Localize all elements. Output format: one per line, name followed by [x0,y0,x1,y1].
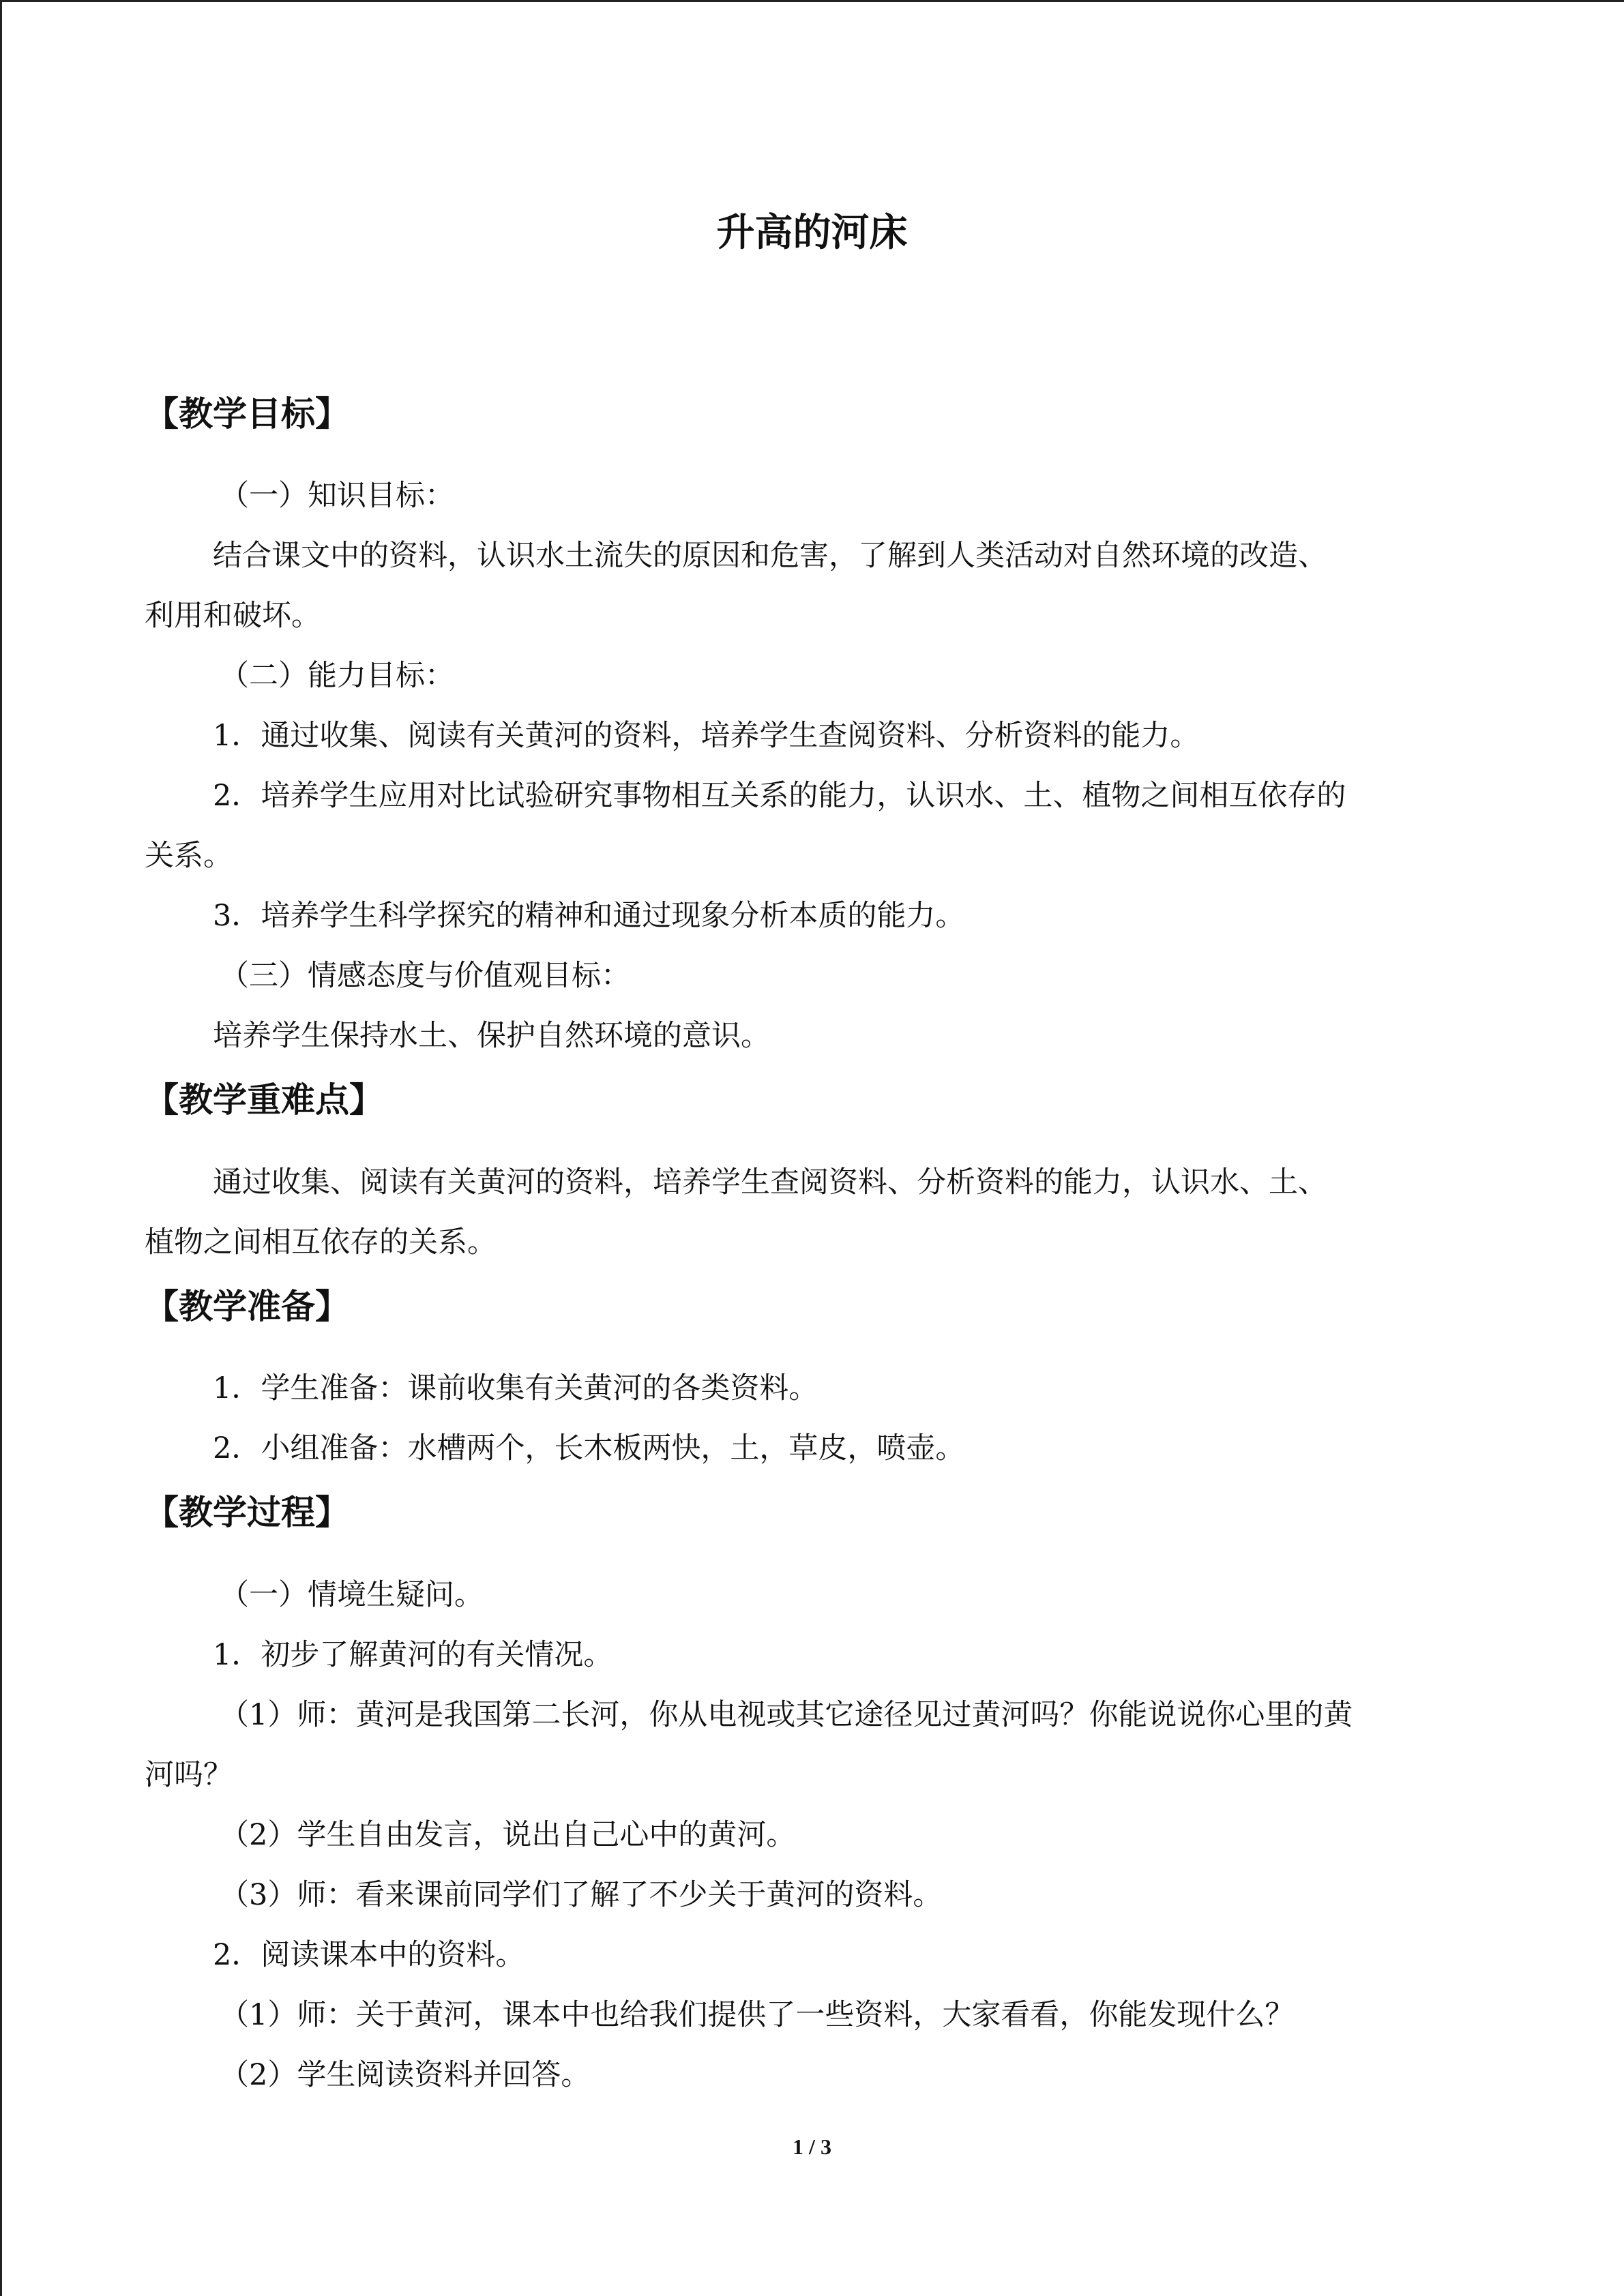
paragraph: 关系。 [145,839,233,873]
paragraph: 2．小组准备：水槽两个，长木板两快，土，草皮，喷壶。 [213,1431,965,1465]
paragraph: 1．通过收集、阅读有关黄河的资料，培养学生查阅资料、分析资料的能力。 [213,719,1200,753]
section-heading-key-points: 【教学重难点】 [145,1080,383,1120]
paragraph: （一）情境生疑问。 [220,1578,484,1612]
paragraph: 2．阅读课本中的资料。 [213,1938,525,1972]
paragraph: （2）学生自由发言，说出自己心中的黄河。 [220,1818,796,1852]
paragraph: （1）师：关于黄河，课本中也给我们提供了一些资料，大家看看，你能发现什么？ [220,1998,1295,2032]
section-heading-process: 【教学过程】 [145,1493,349,1532]
paragraph: 3．培养学生科学探究的精神和通过现象分析本质的能力。 [213,899,965,933]
paragraph: 植物之间相互依存的关系。 [145,1225,497,1259]
top-border [0,0,1624,2]
paragraph: （二）能力目标： [220,659,454,693]
paragraph: 河吗？ [145,1758,233,1792]
page-number: 1 / 3 [793,2134,831,2159]
section-heading-objectives: 【教学目标】 [145,394,349,434]
page-title: 升高的河床 [716,211,908,255]
paragraph: 通过收集、阅读有关黄河的资料，培养学生查阅资料、分析资料的能力，认识水、土、 [213,1165,1327,1199]
paragraph: 2．培养学生应用对比试验研究事物相互关系的能力，认识水、土、植物之间相互依存的 [213,779,1346,813]
paragraph: （2）学生阅读资料并回答。 [220,2058,591,2092]
paragraph: 1．初步了解黄河的有关情况。 [213,1638,613,1672]
left-border [0,0,2,2296]
paragraph: 1．学生准备：课前收集有关黄河的各类资料。 [213,1371,818,1405]
paragraph: 结合课文中的资料，认识水土流失的原因和危害，了解到人类活动对自然环境的改造、 [213,539,1327,573]
paragraph: 利用和破坏。 [145,599,321,633]
paragraph: （1）师：黄河是我国第二长河，你从电视或其它途径见过黄河吗？你能说说你心里的黄 [220,1698,1353,1732]
paragraph: （一）知识目标： [220,479,454,513]
paragraph: 培养学生保持水土、保护自然环境的意识。 [213,1019,770,1053]
paragraph: （3）师：看来课前同学们了解了不少关于黄河的资料。 [220,1878,943,1912]
paragraph: （三）情感态度与价值观目标： [220,959,630,993]
section-heading-preparation: 【教学准备】 [145,1287,349,1326]
